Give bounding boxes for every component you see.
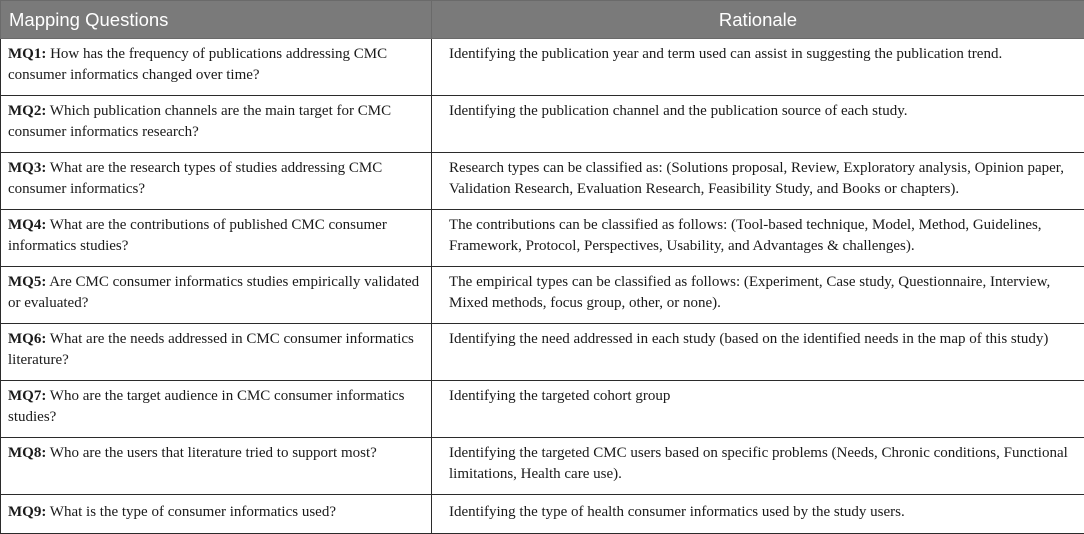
question-cell	[1, 96, 432, 153]
table-row	[1, 267, 1084, 324]
question-text: Who are the users that literature tried to support most?	[46, 445, 377, 461]
question-id: MQ6:	[8, 331, 47, 347]
rationale-cell: Identifying the publication year and term used can assist in suggesting the publication trend.	[432, 39, 1084, 96]
rationale-cell: The empirical types can be classified as follows: (Experiment, Case study, Questionnaire, Interview, Mixed methods, focus group, other, or none).	[432, 267, 1084, 324]
question-cell	[1, 381, 432, 438]
question-text: What are the research types of studies addressing CMC consumer informatics?	[8, 160, 383, 197]
question-text: How has the frequency of publications addressing CMC consumer informatics changed over time?	[8, 46, 388, 83]
question-cell	[1, 267, 432, 324]
question-text: Are CMC consumer informatics studies empirically validated or evaluated?	[8, 274, 420, 311]
table-body	[1, 39, 1084, 534]
question-id: MQ5:	[8, 274, 47, 290]
rationale-cell: Identifying the type of health consumer informatics used by the study users.	[432, 495, 1084, 534]
rationale-cell: Research types can be classified as: (Solutions proposal, Review, Exploratory analysis, Opinion paper, Validation Research, Evaluation Research, Feasibility Study, and Books or chapters).	[432, 153, 1084, 210]
rationale-cell: Identifying the publication channel and the publication source of each study.	[432, 96, 1084, 153]
question-id: MQ8:	[8, 445, 47, 461]
rationale-cell: Identifying the targeted CMC users based on specific problems (Needs, Chronic conditions, Functional limitations, Health care use).	[432, 438, 1084, 495]
question-id: MQ2:	[8, 103, 47, 119]
rationale-cell: Identifying the targeted cohort group	[432, 381, 1084, 438]
question-text: What are the needs addressed in CMC consumer informatics literature?	[8, 331, 414, 368]
question-text: Which publication channels are the main target for CMC consumer informatics research?	[8, 103, 392, 140]
table-row	[1, 153, 1084, 210]
table-header	[1, 1, 1084, 39]
header-mapping-questions: Mapping Questions	[1, 1, 432, 39]
table-row	[1, 495, 1084, 534]
question-text: What are the contributions of published CMC consumer informatics studies?	[8, 217, 387, 254]
question-cell	[1, 324, 432, 381]
question-cell	[1, 495, 432, 534]
table-row	[1, 324, 1084, 381]
question-id: MQ1:	[8, 46, 47, 62]
table-row	[1, 96, 1084, 153]
rationale-cell: The contributions can be classified as follows: (Tool-based technique, Model, Method, Guidelines, Framework, Protocol, Perspectives, Usability, and Advantages & challenges).	[432, 210, 1084, 267]
question-cell	[1, 210, 432, 267]
question-cell	[1, 438, 432, 495]
rationale-cell: Identifying the need addressed in each study (based on the identified needs in the map of this study)	[432, 324, 1084, 381]
question-id: MQ4:	[8, 217, 47, 233]
table-row	[1, 438, 1084, 495]
header-rationale: Rationale	[432, 1, 1084, 39]
table-row	[1, 381, 1084, 438]
question-text: What is the type of consumer informatics used?	[46, 504, 336, 520]
table-row	[1, 39, 1084, 96]
question-text: Who are the target audience in CMC consumer informatics studies?	[8, 388, 405, 425]
question-id: MQ9:	[8, 504, 47, 520]
question-id: MQ3:	[8, 160, 47, 176]
header-row	[1, 1, 1084, 39]
question-cell	[1, 39, 432, 96]
question-cell	[1, 153, 432, 210]
table-row	[1, 210, 1084, 267]
question-id: MQ7:	[8, 388, 47, 404]
